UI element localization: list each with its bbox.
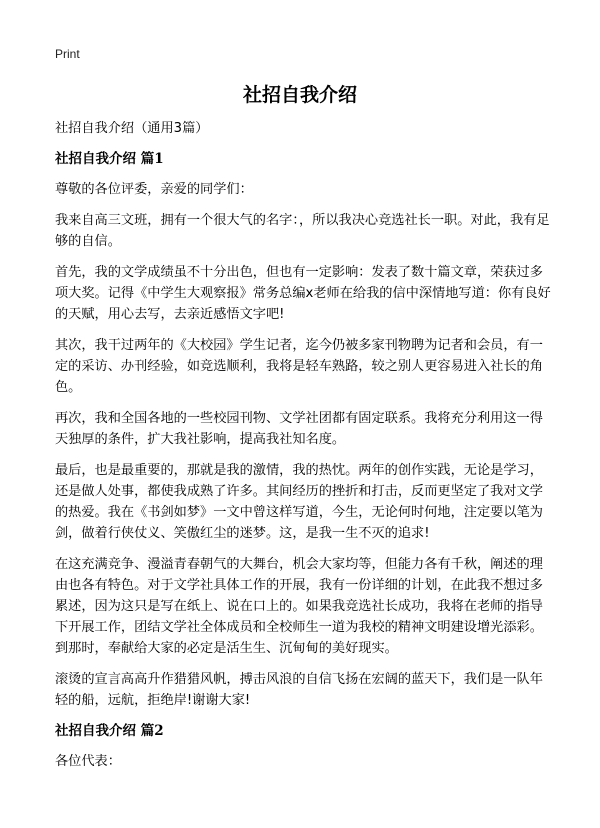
- section-heading-1: 社招自我介绍 篇1: [55, 151, 164, 167]
- paragraph: 滚烫的宣言高高升作猎猎风帆，搏击风浪的自信飞扬在宏阔的蓝天下，我们是一队年轻的船，远航，拒绝岸!谢谢大家!: [55, 672, 543, 708]
- paragraph: 其次，我干过两年的《大校园》学生记者，迄今仍被多家刊物聘为记者和会员，有一定的采访、办刊经验，如竞选顺利，我将是轻车熟路，较之别人更容易进入社长的角色。: [55, 338, 543, 395]
- paragraph: 我来自高三文班，拥有一个很大气的名字：，所以我决心竞选社长一职。对此，我有足够的自信。: [55, 213, 550, 249]
- paragraph: 首先，我的文学成绩虽不十分出色，但也有一定影响：发表了数十篇文章，荣获过多项大奖。记得《中学生大观察报》常务总编x老师在给我的信中深情地写道：你有良好的天赋，用心去写，去亲近感悟文字吧!: [55, 265, 551, 322]
- print-label: Print: [55, 47, 80, 61]
- paragraph: 尊敬的各位评委，亲爱的同学们：: [55, 182, 253, 197]
- document-title: 社招自我介绍: [242, 84, 357, 106]
- document-subtitle: 社招自我介绍（通用3篇）: [55, 121, 209, 136]
- section-heading-2: 社招自我介绍 篇2: [55, 723, 164, 739]
- document-body: [55, 118, 555, 782]
- paragraph: 再次，我和全国各地的一些校园刊物、文学社团都有固定联系。我将充分利用这一得天独厚的条件，扩大我社影响，提高我社知名度。: [55, 411, 543, 447]
- paragraph: 最后，也是最重要的，那就是我的激情，我的热忱。两年的创作实践，无论是学习，还是做人处事，都使我成熟了许多。其间经历的挫折和打击，反而更坚定了我对文学的热爱。我在《书剑如梦》一文中曾这样写道，今生，无论何时何地，注定要以笔为剑，做着行侠仗义、笑傲红尘的迷梦。这，是我一生不灭的追求!: [55, 463, 543, 541]
- paragraph: 在这充满竞争、漫溢青春朝气的大舞台，机会大家均等，但能力各有千秋，阐述的理由也各有特色。对于文学社具体工作的开展，我有一份详细的计划，在此我不想过多累述，因为这只是写在纸上、说在口上的。如果我竞选社长成功，我将在老师的指导下开展工作，团结文学社全体成员和全校师生一道为我校的精神文明建设增光添彩。到那时，奉献给大家的必定是活生生、沉甸甸的美好现实。: [55, 557, 543, 656]
- paragraph: 各位代表：: [55, 754, 121, 769]
